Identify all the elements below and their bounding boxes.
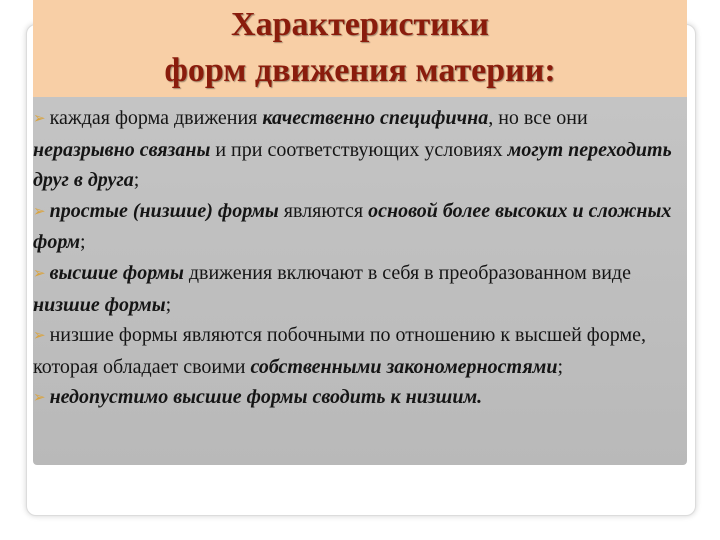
emphasized-text: недопустимо высшие формы сводить к низшим. [49,386,483,409]
emphasized-text: высшие формы [49,261,184,284]
arrowhead-bullet-icon: ➢ [33,388,46,407]
arrowhead-bullet-icon: ➢ [33,263,46,282]
arrowhead-bullet-icon: ➢ [33,201,46,220]
bullet-text: движения включают в себя в преобразованном виде [183,261,631,284]
bullet-text: , но все они [488,107,588,129]
bullet-text: каждая форма движения [49,107,263,129]
bullet-item-5 [33,382,685,414]
bullet-text: ; [80,231,86,254]
slide-title-line-1: Характеристики [231,6,489,43]
bullet-text: низшие формы являются побочными по отношению к высшей форме, которая обладает своими [33,324,646,378]
emphasized-text: низшие формы [33,293,166,316]
emphasized-text: основой более высоких и сложных форм [33,199,672,254]
bullet-item-4 [33,320,685,382]
emphasized-text: простые (низшие) формы [49,199,279,222]
slide-title-line-2: форм движения материи: [164,52,556,89]
emphasized-text: собственными закономерностями [250,355,558,378]
emphasized-text: неразрывно связаны [33,138,211,161]
bullet-text: и при соответствующих условиях [210,138,508,161]
bullet-text: ; [557,355,564,378]
bullet-text: ; [165,293,172,316]
bullet-item-2 [33,196,685,258]
bullet-text: ; [133,169,140,192]
arrowhead-bullet-icon: ➢ [33,109,46,127]
emphasized-text: качественно специфична [262,107,489,129]
slide-title [33,2,687,97]
emphasized-text: могут переходить друг в друга [33,138,672,192]
bullet-item-1 [33,103,685,196]
bullet-text: являются [278,199,369,222]
bullet-item-3 [33,258,685,320]
arrowhead-bullet-icon: ➢ [33,326,46,345]
bullet-list [33,103,685,414]
